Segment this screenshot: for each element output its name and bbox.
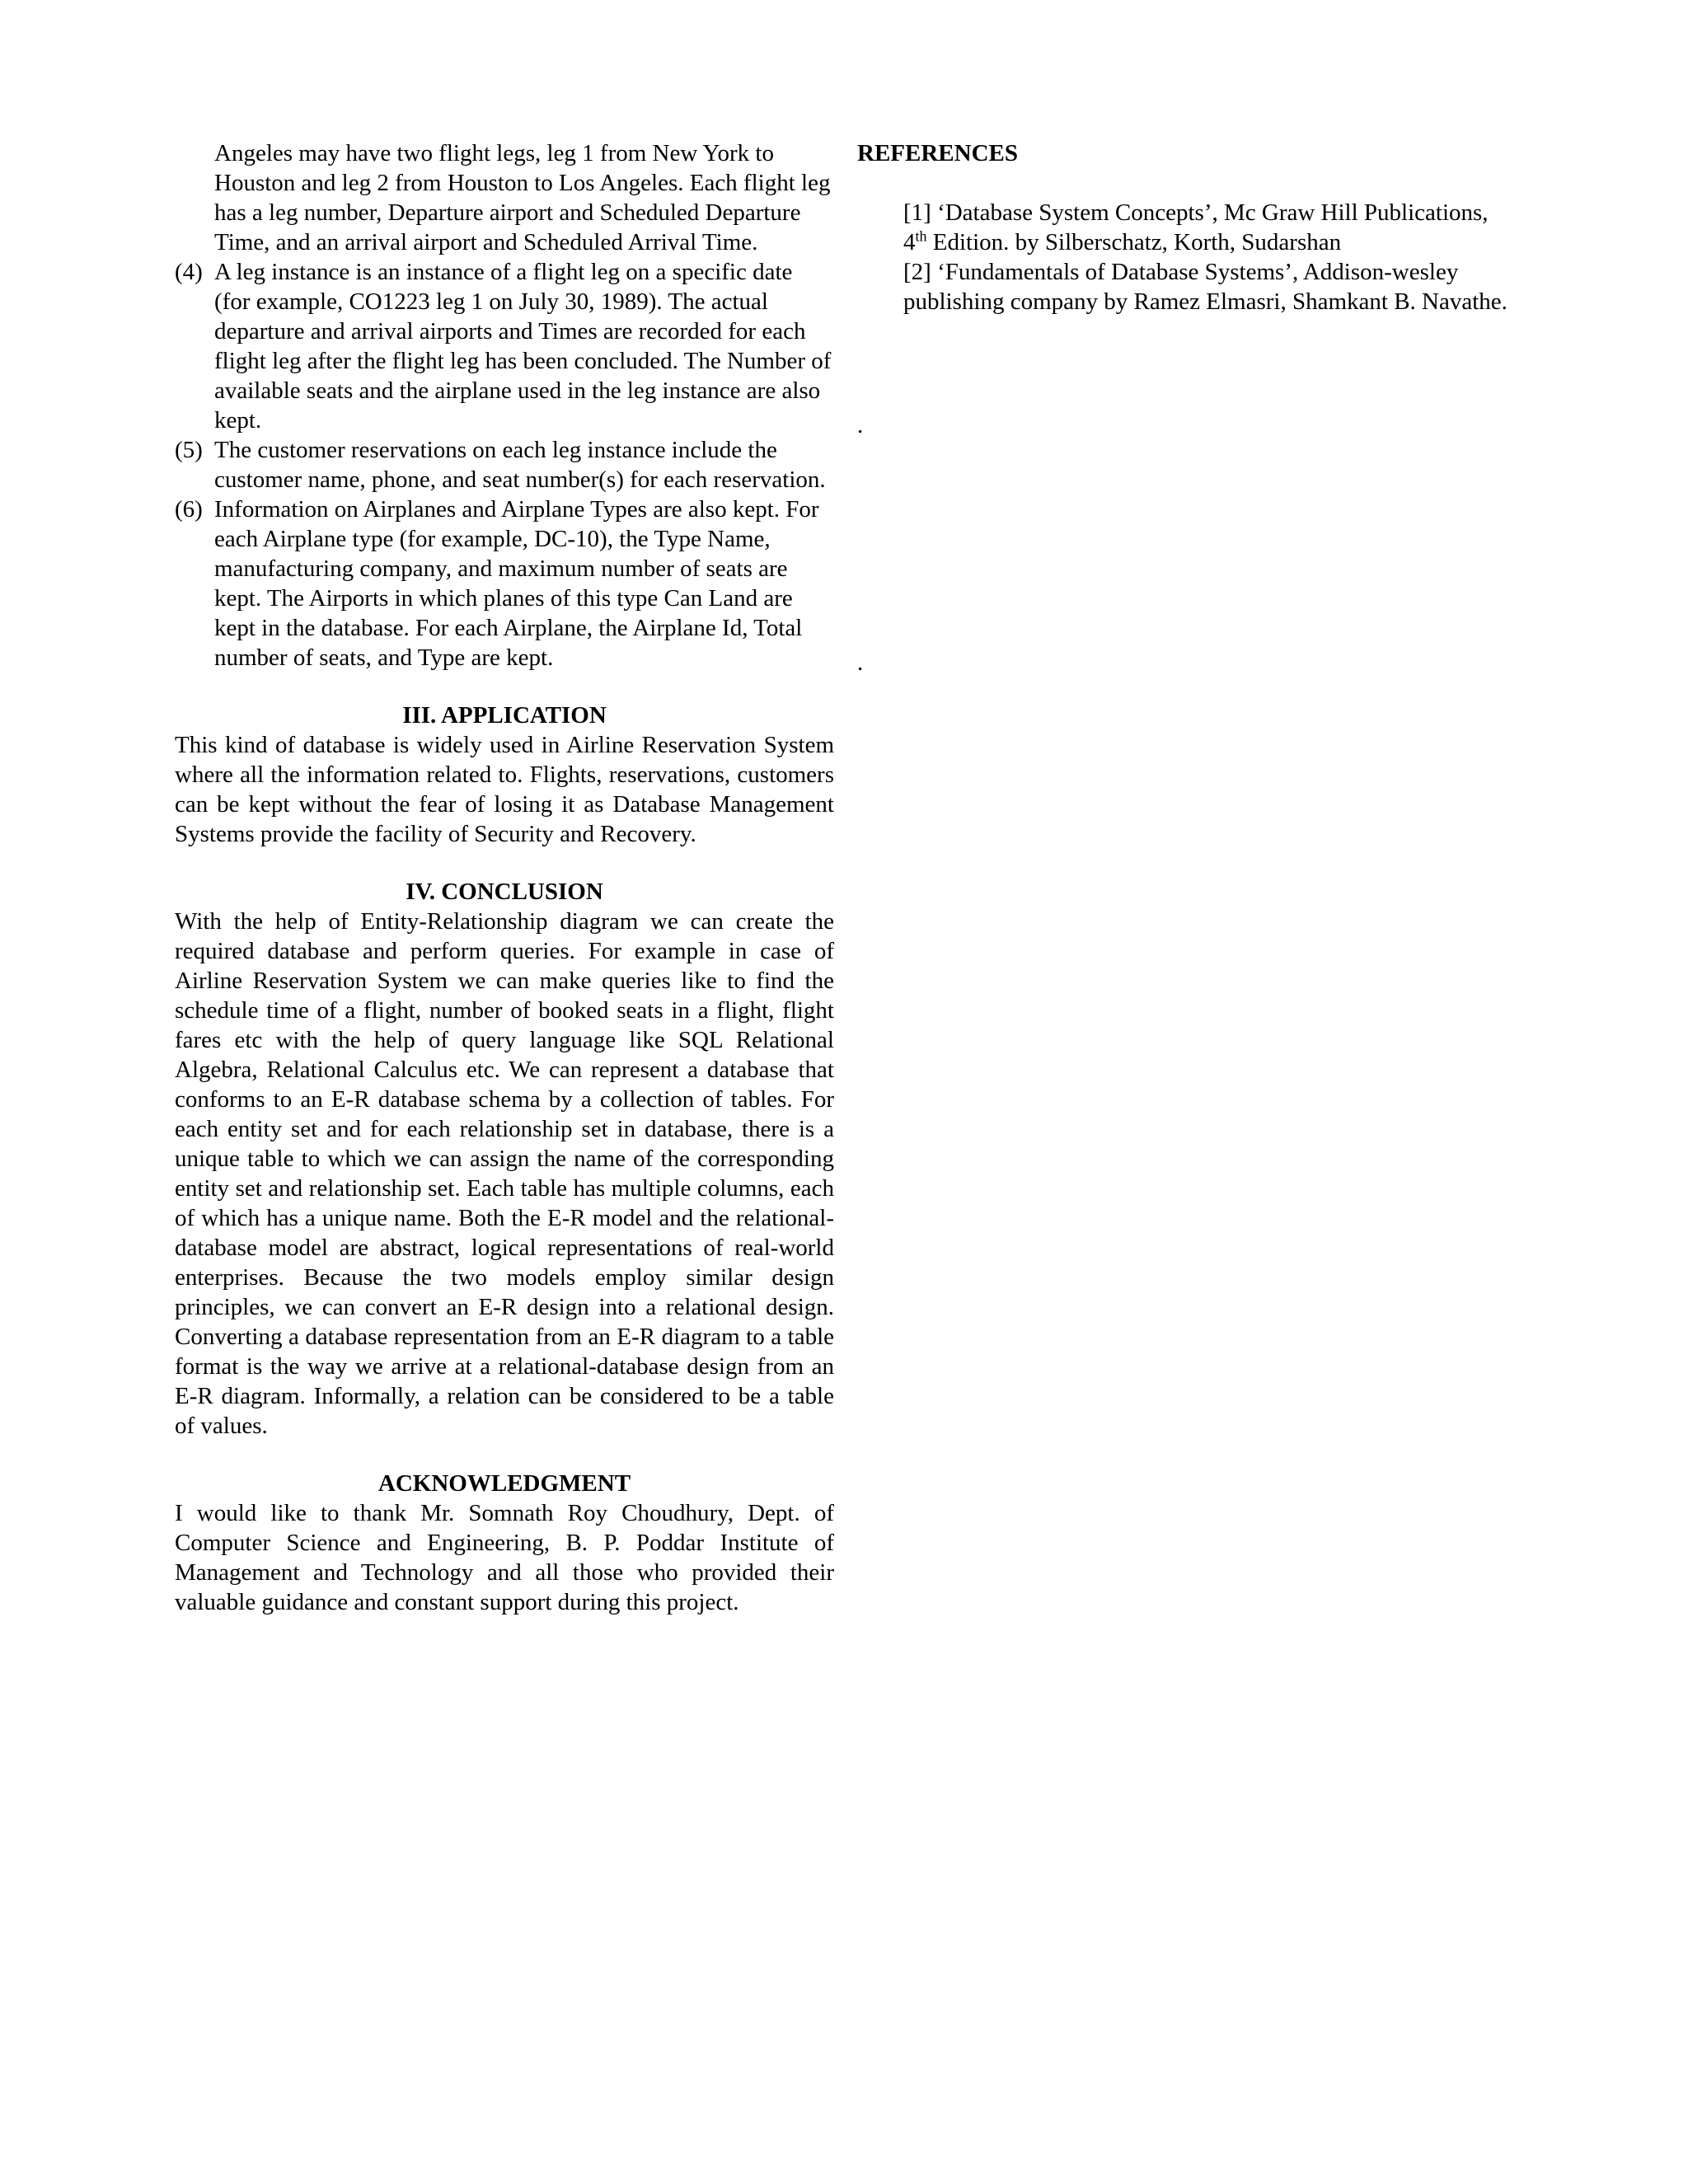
reference-1-text: [1] ‘Database System Concepts’, Mc Graw Hill Publications, 4 bbox=[903, 199, 1489, 255]
acknowledgment-paragraph: I would like to thank Mr. Somnath Roy Choudhury, Dept. of Computer Science and Engineering, B. P. Poddar Institute of Management and Technology and all those who provided their valuable guidance and constant support during this project. bbox=[175, 1500, 834, 1615]
reference-1 bbox=[857, 198, 1517, 257]
reference-1-superscript: th bbox=[915, 227, 927, 245]
list-item-6-number: (6) bbox=[175, 496, 203, 523]
application-paragraph: This kind of database is widely used in Airline Reservation System where all the information related to. Flights, reservations, customers can be kept without the fear of losing it as Database Management Systems provide the facility of Security and Recovery. bbox=[175, 732, 834, 847]
stray-dot-2: . bbox=[857, 649, 864, 676]
right-column bbox=[857, 138, 1517, 316]
section-heading-conclusion: IV. CONCLUSION bbox=[406, 879, 603, 905]
list-item-4-text: A leg instance is an instance of a flight leg on a specific date (for example, CO1223 leg 1 on July 30, 1989). The actual departure and arrival airports and Times are recorded for each flight leg after the flight leg has been concluded. The Number of available seats and the airplane used in the leg instance are also kept. bbox=[214, 259, 832, 434]
list-continuation: Angeles may have two flight legs, leg 1 from New York to Houston and leg 2 from Houston to Los Angeles. Each flight leg has a leg number, Departure airport and Scheduled Departure Time, and an arrival airport and Scheduled Arrival Time. bbox=[214, 140, 831, 255]
conclusion-paragraph: With the help of Entity-Relationship diagram we can create the required database and perform queries. For example in case of Airline Reservation System we can make queries like to find the schedule time of a flight, number of booked seats in a flight, flight fares etc with the help of query language like SQL Relational Algebra, Relational Calculus etc. We can represent a database that conforms to an E-R database schema by a collection of tables. For each entity set and for each relationship set in database, there is a unique table to which we can assign the name of the corresponding entity set and relationship set. Each table has multiple columns, each of which has a unique name. Both the E-R model and the relational-database model are abstract, logical representations of real-world enterprises. Because the two models employ similar design principles, we can convert an E-R design into a relational design. Converting a database representation from an E-R diagram to a table format is the way we arrive at a relational-database design from an E-R diagram. Informally, a relation can be considered to be a table of values. bbox=[175, 908, 834, 1439]
list-item-4 bbox=[175, 257, 834, 435]
list-item-6 bbox=[175, 494, 834, 673]
left-column bbox=[175, 138, 834, 1617]
list-item-5-number: (5) bbox=[175, 437, 203, 463]
list-item-5 bbox=[175, 435, 834, 494]
list-item-5-text: The customer reservations on each leg instance include the customer name, phone, and seat number(s) for each reservation. bbox=[214, 437, 826, 493]
stray-dot-1: . bbox=[857, 412, 864, 438]
reference-1-text-end: Edition. by Silberschatz, Korth, Sudarshan bbox=[926, 229, 1342, 255]
list-item-4-number: (4) bbox=[175, 259, 203, 285]
references-heading: REFERENCES bbox=[857, 140, 1018, 166]
list-item-6-text: Information on Airplanes and Airplane Types are also kept. For each Airplane type (for example, DC-10), the Type Name, manufacturing company, and maximum number of seats are kept. The Airports in which planes of this type Can Land are kept in the database. For each Airplane, the Airplane Id, Total number of seats, and Type are kept. bbox=[214, 496, 819, 671]
reference-2: [2] ‘Fundamentals of Database Systems’, Addison-wesley publishing company by Ramez Elmasri, Shamkant B. Navathe. bbox=[903, 259, 1507, 315]
section-heading-acknowledgment: ACKNOWLEDGMENT bbox=[377, 1470, 631, 1497]
section-heading-application: III. APPLICATION bbox=[402, 702, 607, 729]
